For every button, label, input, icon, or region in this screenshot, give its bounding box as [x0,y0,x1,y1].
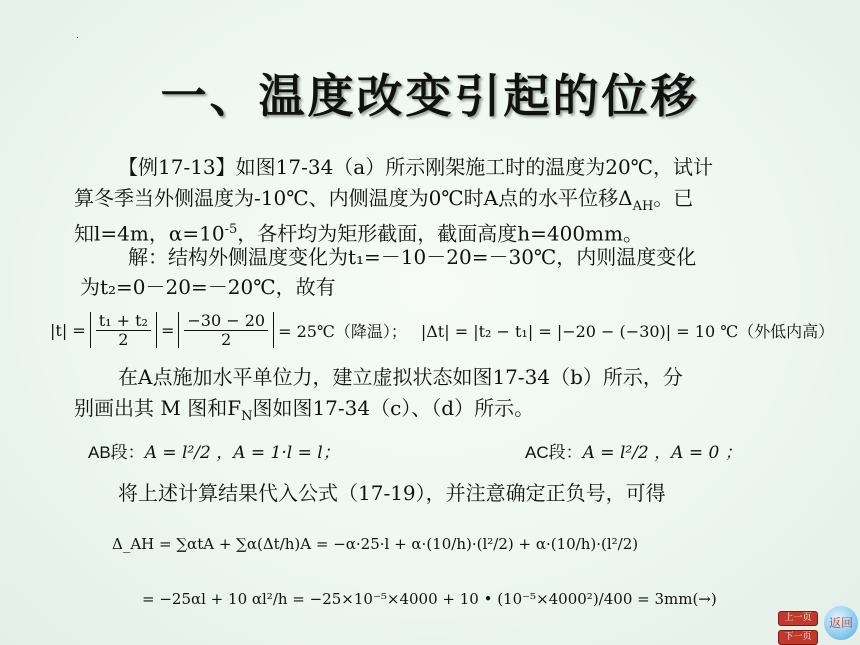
next-page-button[interactable]: 下一页 [778,630,818,645]
example-line-1: 【例17-13】如图17-34（a）所示刚架施工时的温度为20℃，试计 [118,155,714,179]
virtual-state-line-2 [74,393,534,432]
displacement-equation-1: Δ_AH = ∑αtA + ∑α(Δt/h)A = −α·25·l + α·(10/h)·(l²/2) + α·(10/h)·(l²/2) [112,535,639,553]
frac2-wrap [178,312,274,348]
slide-dot: . [76,30,79,41]
temp-result: = 25℃（降温）； [278,321,407,341]
frac2-num: −30 − 20 [184,312,268,331]
frac1 [96,312,151,348]
frac2 [184,312,268,348]
segment-ab-expr: A = l²/2 ，A = 1·l = l； [144,443,340,463]
t-abs-label: |t| = [50,320,86,340]
virtual-state-line-2-text: 别画出其 M 图和F [74,396,242,420]
example-line-2-end: 。已 [653,186,694,210]
segment-ac [525,437,742,469]
example-line-2-text: 算冬季当外侧温度为-10℃、内侧温度为0℃时A点的水平位移Δ [74,186,633,210]
frac1-num: t₁ + t₂ [96,312,151,331]
virtual-state-line-2-sub: N [241,409,253,424]
frac1-wrap [90,312,157,348]
slide-title: 一、温度改变引起的位移 [160,69,700,123]
temperature-equation: |t| = $\frac{\text{t₁ + t₂}}{2}$ = $\frac{-30 - 20}{2}$ = 25℃（降温）； |Δt| = |t₂ − t₁| = |−20 − (−30)| = 10 ℃（外低内高） [50,311,835,349]
segment-ab-label: AB段： [88,443,145,462]
prev-page-button[interactable]: 上一页 [778,611,818,626]
virtual-state-line-1: 在A点施加水平单位力，建立虚拟状态如图17-34（b）所示，分 [118,365,683,389]
example-line-3-end: ，各杆均为矩形截面，截面高度h=400mm。 [237,221,643,246]
substitute-line: 将上述计算结果代入公式（17-19），并注意确定正负号，可得 [118,481,666,505]
virtual-state-line-2-end: 图如图17-34（c）、（d）所示。 [252,396,535,420]
displacement-equation-2: = −25αl + 10 αl²/h = −25×10⁻⁵×4000 + 10 • (10⁻⁵×4000²)/400 = 3mm(→) [142,590,717,608]
return-button[interactable]: 返回 [824,606,858,640]
example-line-2-sub: AH [632,199,654,214]
solution-line-1: 解：结构外侧温度变化为t₁=－10－20=－30℃，内则温度变化 [128,245,697,269]
segment-ab [88,437,340,469]
solution-line-2: 为t₂=0－20=－20℃，故有 [80,275,336,299]
frac2-den: 2 [221,329,232,349]
segment-ac-expr: A = l²/2 ，A = 0 ； [582,443,742,463]
example-line-3-text: 知l=4m，α=10 [74,221,225,246]
delta-t-expression: |Δt| = |t₂ − t₁| = |−20 − (−30)| = 10 ℃（外低内高） [420,321,835,341]
example-line-3-sup: -5 [224,222,238,237]
frac1-den: 2 [118,329,129,349]
segment-ac-label: AC段： [525,443,583,462]
